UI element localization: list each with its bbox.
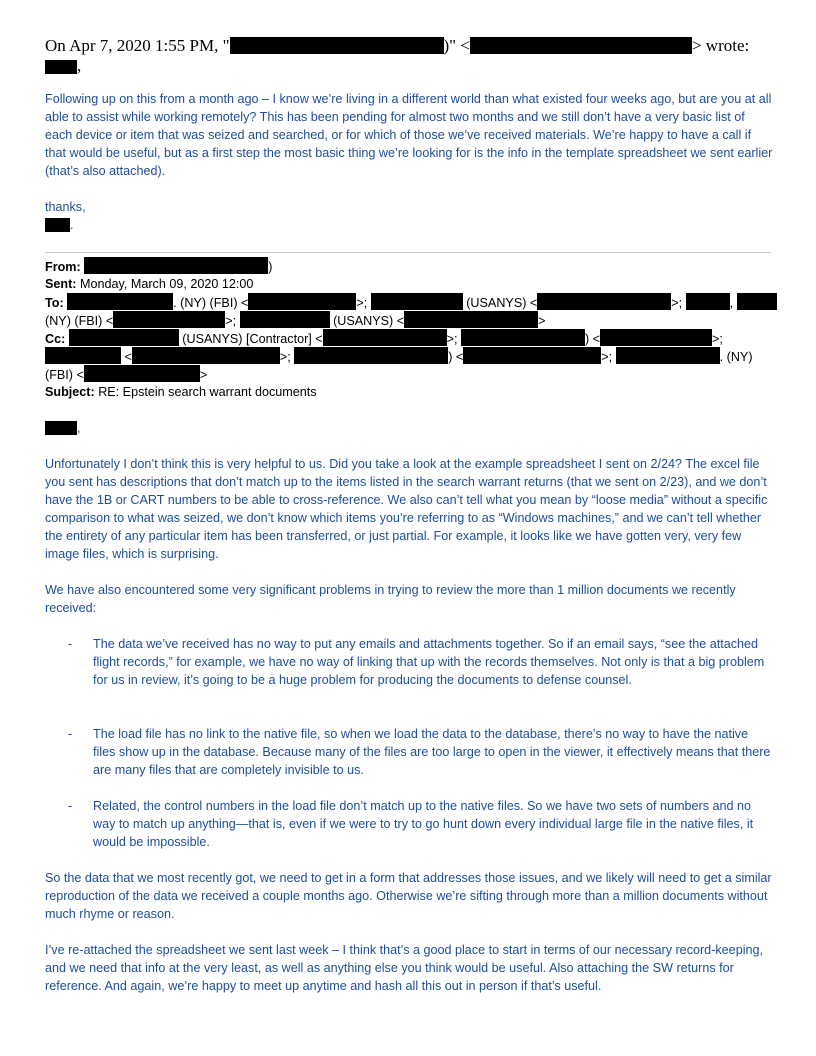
redaction-box (323, 329, 447, 346)
redaction-box (686, 293, 730, 310)
redaction-box (45, 347, 121, 364)
greeting-line-2: , (45, 419, 81, 437)
cc-text: >; (601, 350, 613, 364)
redaction-box (616, 347, 720, 364)
redaction-box (404, 311, 538, 328)
redaction-box (470, 37, 692, 54)
redaction-box (45, 60, 77, 74)
redaction-box (737, 293, 777, 310)
cc-text: >; (446, 332, 458, 346)
cc-text: (FBI) < (45, 368, 84, 382)
separator-line (45, 252, 771, 253)
to-line-2 (45, 311, 545, 330)
redaction-box (537, 293, 671, 310)
to-line-1 (45, 293, 777, 312)
subject-value: RE: Epstein search warrant documents (98, 385, 317, 399)
cc-text: >; (279, 350, 291, 364)
redaction-box (230, 37, 444, 54)
from-label: From: (45, 260, 81, 274)
cc-label: Cc: (45, 332, 66, 346)
subject-label: Subject: (45, 385, 95, 399)
cc-line-3 (45, 365, 207, 384)
cc-text: (USANYS) [Contractor] < (182, 332, 323, 346)
bullet-dash: - (68, 637, 73, 651)
subject-line (45, 383, 317, 401)
cc-text: > (199, 368, 208, 382)
redaction-box (461, 329, 585, 346)
to-text: (USANYS) < (466, 296, 538, 310)
bullet-text: The data we’ve received has no way to put any emails and attachments together. So if an email says, “see the attached flight records,” for example, we have no way of linking that up with the records themselves. Not only is that a big problem for us in review, it’s going to be a huge problem for producing the documents to defense counsel. (93, 637, 765, 687)
to-text: (USANYS) < (333, 314, 405, 328)
sent-label: Sent: (45, 277, 77, 291)
to-text: . (NY) (FBI) < (173, 296, 249, 310)
cc-text: ) < (584, 332, 601, 346)
bullet-dash: - (68, 727, 73, 741)
cc-line-2 (45, 347, 753, 366)
redaction-box (240, 311, 330, 328)
redaction-box (45, 421, 77, 435)
from-tail: ) (268, 260, 273, 274)
greeting-line: , (45, 56, 81, 76)
redaction-box (600, 329, 712, 346)
redaction-box (69, 329, 179, 346)
redaction-box (294, 347, 448, 364)
redaction-box (371, 293, 463, 310)
body-paragraph-4: I’ve re-attached the spreadsheet we sent last week – I think that’s a good place to start in terms of our necessary record-keeping, and we need that info at the very least, as well as anything else you think would be useful. Also attaching the SW returns for reference. And again, we’re happy to meet up anytime and hash all this out in person if that’s useful. (45, 943, 763, 993)
bullet-text: The load file has no link to the native file, so when we load the data to the database, there’s no way to have the native files show up in the database. Because many of the files are too large to open in the viewer, it effectively means that there are many files that are completely invisible to us. (93, 727, 771, 777)
sent-line (45, 275, 253, 293)
redaction-box (132, 347, 280, 364)
quoted-reply-header (45, 36, 749, 56)
cc-text: >; (712, 332, 723, 346)
bullet-dash: - (68, 799, 73, 813)
cc-line-1 (45, 329, 723, 348)
redaction-box (84, 365, 200, 382)
redaction-box (67, 293, 173, 310)
signature-line: . (45, 216, 74, 234)
to-label: To: (45, 296, 64, 310)
cc-text: ) < (448, 350, 464, 364)
cc-text: < (124, 350, 132, 364)
body-paragraph-2: We have also encountered some very significant problems in trying to review the more than 1 million documents we recently received: (45, 583, 736, 615)
redaction-box (45, 218, 70, 232)
bullet-text: Related, the control numbers in the load file don’t match up to the native files. So we have two sets of numbers and no way to match up anything—that is, even if we were to try to go hunt down every individual large file in the native files, it would be impossible. (93, 799, 754, 849)
to-text: >; (671, 296, 683, 310)
to-text: >; (225, 314, 237, 328)
redaction-box (248, 293, 356, 310)
reply-header-prefix: On Apr 7, 2020 1:55 PM, " (45, 36, 230, 55)
to-text: >; (356, 296, 368, 310)
from-line (45, 257, 272, 276)
body-paragraph-1: Unfortunately I don’t think this is very helpful to us. Did you take a look at the example spreadsheet I sent on 2/24? The excel file you sent has descriptions that don’t match up to the items listed in the search warrant returns (that we sent on 2/23), and we don’t have the 1B or CART numbers to be able to cross-reference. We also can’t tell what you mean by “loose media” without a specific comparison to what was seized, we don’t know which items you’re referring to as “Windows machines,” and we can’t tell whether the entirety of any particular item has been transferred, or just partial. For example, it looks like we have gotten very, very few image files, which is surprising. (45, 457, 768, 561)
redaction-box (113, 311, 225, 328)
body-paragraph-3: So the data that we most recently got, we need to get in a form that addresses those issues, and we likely will need to get a similar reproduction of the data we received a couple months ago. Otherwise we’re sifting through more than a million documents without much rhyme or reason. (45, 871, 772, 921)
redaction-box (84, 257, 268, 274)
cc-text: . (NY) (719, 350, 753, 364)
redaction-box (463, 347, 601, 364)
to-text: , (729, 296, 734, 310)
to-text: (NY) (FBI) < (45, 314, 114, 328)
reply-header-suffix: > wrote: (691, 36, 750, 55)
sent-value: Monday, March 09, 2020 12:00 (79, 277, 254, 291)
reply-header-mid: )" < (443, 36, 470, 55)
to-text: > (538, 314, 546, 328)
signoff: thanks, (45, 200, 86, 214)
first-message-body: Following up on this from a month ago – I know we’re living in a different world than what existed four weeks ago, but are you at all able to assist while working remotely? This has been pending for almost two months and we still don’t have a very basic list of each device or item that was seized and searched, or for which of those we’ve received materials. We’re happy to have a call if that would be useful, but as a first step the most basic thing we’re looking for is the info in the template spreadsheet we sent earlier (that’s also attached). (45, 92, 773, 178)
